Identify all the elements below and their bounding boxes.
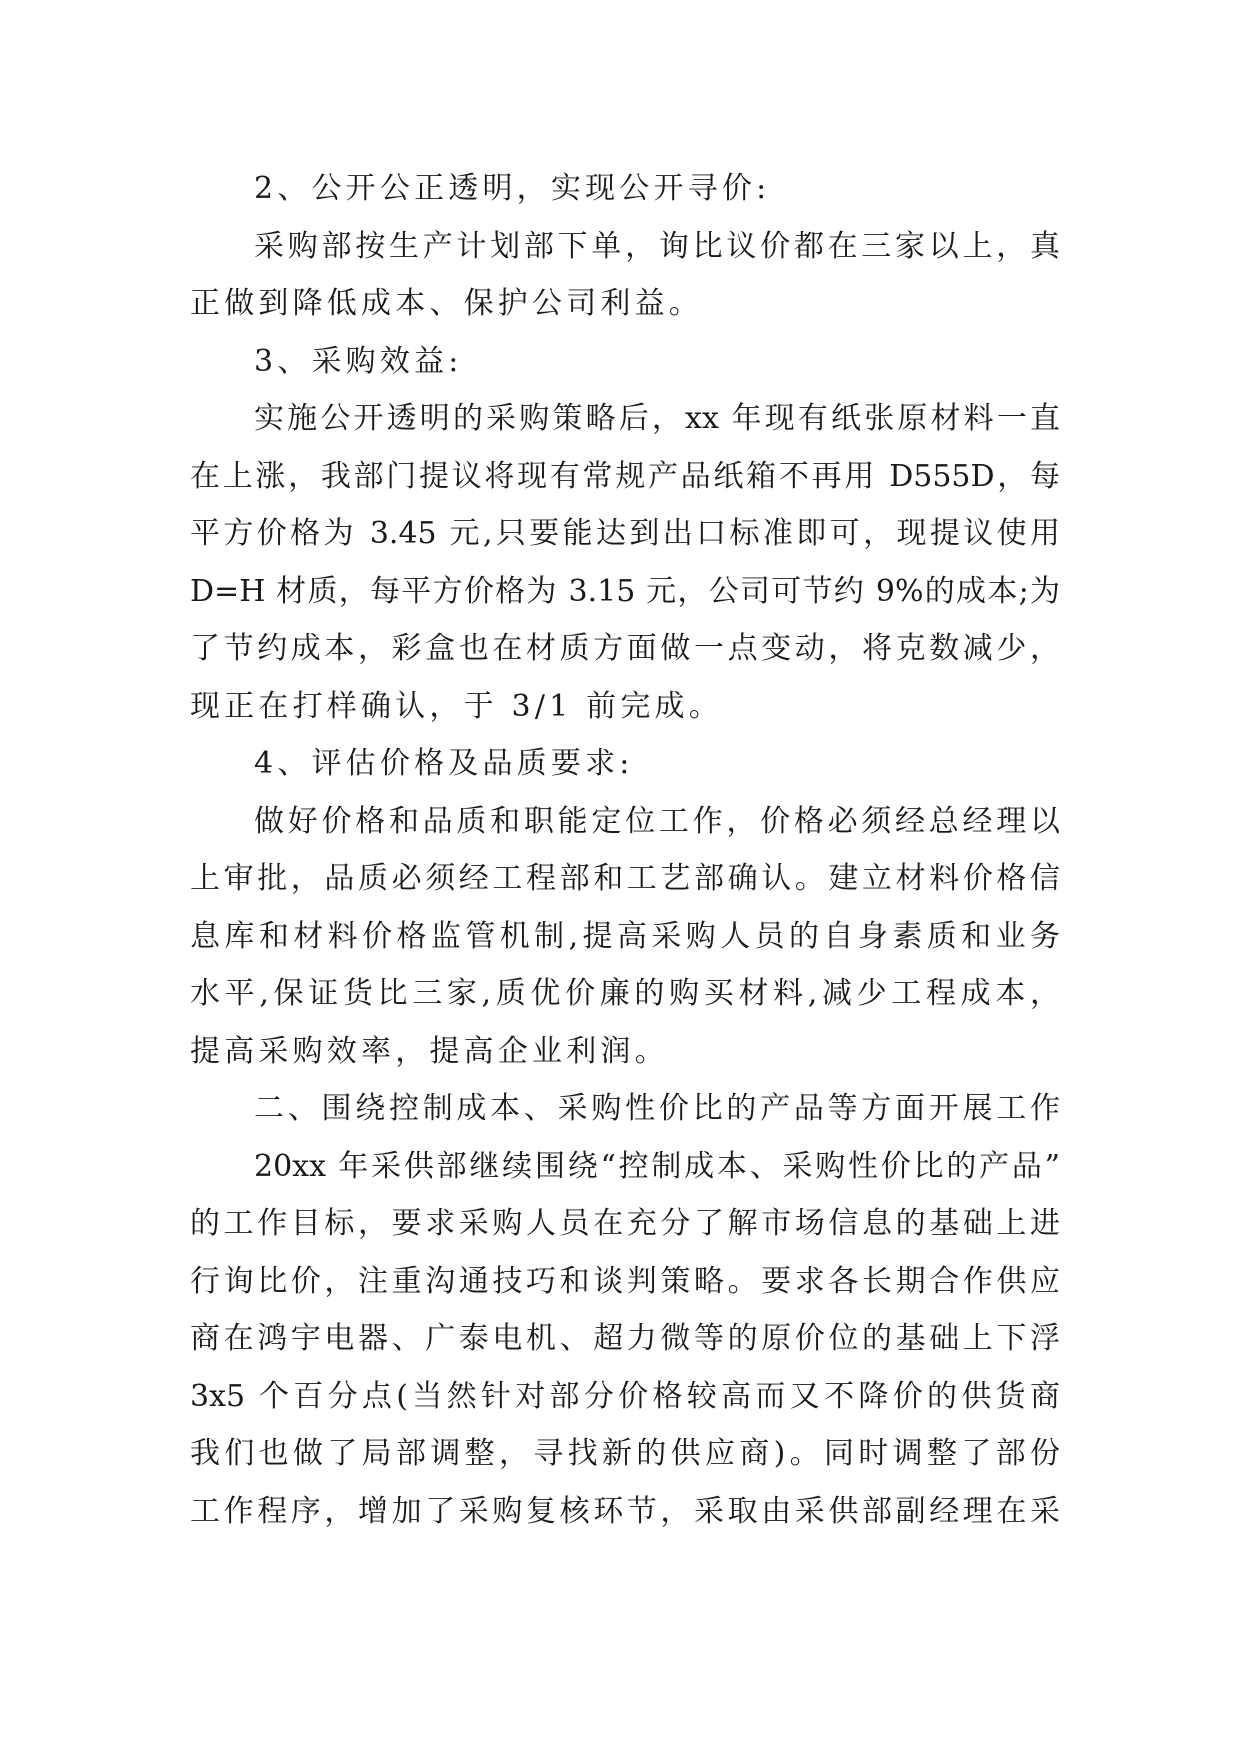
paragraph-line: 工作程序，增加了采购复核环节，采取由采供部副经理在采	[190, 1493, 1060, 1529]
paragraph-heading-4: 4、评估价格及品质要求:	[254, 746, 634, 781]
paragraph-line: 实施公开透明的采购策略后，xx 年现有纸张原材料一直	[254, 401, 1060, 436]
paragraph-line: D=H 材质，每平方价格为 3.15 元，公司可节约 9%的成本;为	[190, 573, 1060, 609]
paragraph-line: 息库和材料价格监管机制,提高采购人员的自身素质和业务	[190, 918, 1060, 954]
paragraph-line: 水平,保证货比三家,质优价廉的购买材料,减少工程成本，	[190, 976, 1060, 1011]
paragraph-line: 了节约成本，彩盒也在材质方面做一点变动，将克数减少，	[190, 631, 1060, 666]
paragraph-line: 平方价格为 3.45 元,只要能达到出口标准即可，现提议使用	[190, 516, 1060, 551]
paragraph-line: 提高采购效率，提高企业利润。	[190, 1033, 669, 1069]
paragraph-line: 上审批，品质必须经工程部和工艺部确认。建立材料价格信	[190, 861, 1060, 896]
paragraph-line: 在上涨，我部门提议将现有常规产品纸箱不再用 D555D，每	[190, 458, 1060, 494]
paragraph-line: 商在鸿宇电器、广泰电机、超力微等的原价位的基础上下浮	[190, 1321, 1060, 1356]
paragraph-line: 3x5 个百分点(当然针对部分价格较高而又不降价的供货商	[190, 1378, 1060, 1414]
paragraph-line: 20xx 年采供部继续围绕“控制成本、采购性价比的产品”	[254, 1148, 1060, 1184]
paragraph-heading-2: 2、公开公正透明，实现公开寻价:	[254, 171, 771, 206]
paragraph-line: 采购部按生产计划部下单，询比议价都在三家以上，真	[254, 228, 1060, 264]
paragraph-line: 我们也做了局部调整，寻找新的供应商)。同时调整了部份	[190, 1436, 1060, 1471]
body-text	[190, 160, 1060, 1540]
paragraph-line: 做好价格和品质和职能定位工作，价格必须经总经理以	[254, 803, 1060, 839]
paragraph-line: 现正在打样确认，于 3/1 前完成。	[190, 688, 723, 724]
paragraph-heading-3: 3、采购效益:	[254, 343, 463, 379]
paragraph-line: 正做到降低成本、保护公司利益。	[190, 286, 703, 321]
section-heading-2: 二、围绕控制成本、采购性价比的产品等方面开展工作	[254, 1091, 1060, 1126]
paragraph-line: 的工作目标，要求采购人员在充分了解市场信息的基础上进	[190, 1206, 1060, 1241]
paragraph-line: 行询比价，注重沟通技巧和谈判策略。要求各长期合作供应	[190, 1263, 1060, 1299]
